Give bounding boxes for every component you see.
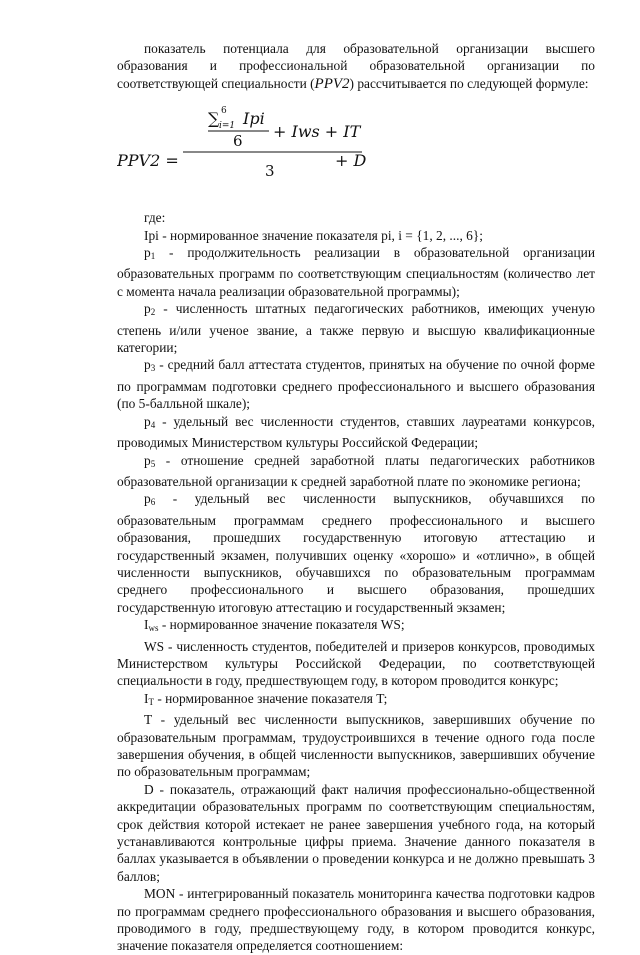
definition-item — [117, 356, 595, 412]
definition-key-subscript: 3 — [150, 363, 156, 374]
definition-item — [117, 638, 595, 690]
definition-text: - численность штатных педагогических работников, имеющих ученую степень и/или ученое звание, а также первую и высшую квалификационные категории; — [117, 301, 595, 356]
definition-text: - нормированное значение показателя T; — [153, 690, 388, 706]
formula-sum: ∑ — [208, 109, 220, 129]
definition-key: MON — [144, 886, 176, 902]
definition-text: - удельный вес численности выпускников, завершивших обучение по образовательным программам, трудоустроившихся в течение одного года после завершения обучения, в общей численности выпускников, завершивших обучение по образовательным программам; — [117, 712, 595, 780]
definition-key: p — [144, 245, 151, 261]
definition-text: - средний балл аттестата студентов, принятых на обучение по очной форме по программам подготовки среднего профессионального и высшего образования (по 5-балльной шкале); — [117, 357, 595, 412]
definition-key-subscript: ws — [148, 623, 159, 634]
definition-key: WS — [144, 638, 165, 654]
definition-text: - интегрированный показатель мониторинга качества подготовки кадров по программам среднего профессионального образования и высшего образования, проводимого в году, предшествующему году, в котором проводится конкурс, значение показателя определяется соотношением: — [117, 886, 595, 954]
definition-key: I — [144, 617, 149, 633]
formula-sum-top: 6 — [221, 106, 227, 117]
definition-item — [117, 413, 595, 452]
definition-item — [117, 885, 595, 955]
formula-graphic — [117, 99, 377, 209]
formula-den6: 6 — [233, 132, 243, 151]
definition-key-subscript: 1 — [150, 251, 156, 262]
definition-item — [117, 300, 595, 356]
definition-text: - удельный вес численности выпускников, обучавшихся по образовательным программам среднего профессионального и высшего образования, прошедших государственную итоговую аттестацию и государственный экзамен, получивших оценку «хорошо» и «отлично», в общей численности выпускников, обучавшихся по образовательным программам среднего профессионального и высшего образования, прошедших государственную итоговую аттестацию и государственный экзамен; — [117, 491, 595, 615]
definition-item — [117, 781, 595, 885]
definition-key: p — [144, 357, 151, 373]
definition-item — [117, 452, 595, 491]
definition-text: - удельный вес численности студентов, ставших лауреатами конкурсов, проводимых Министерством культуры Российской Федерации; — [117, 413, 595, 451]
definition-key: T — [144, 712, 152, 728]
definition-text: - продолжительность реализации в образовательной организации образовательных программ по соответствующим специальностям (количество лет с момента начала реализации образовательной программы); — [117, 245, 595, 299]
definition-item — [117, 690, 595, 711]
definition-text: - нормированное значение показателя pi, i = {1, 2, ..., 6}; — [158, 227, 483, 243]
document-page — [117, 40, 595, 955]
definition-key: Ipi — [144, 227, 159, 243]
definition-key: p — [144, 413, 151, 429]
definition-key-subscript: 4 — [150, 419, 156, 430]
definition-item — [117, 227, 595, 244]
ppv2-formula — [117, 93, 595, 209]
definition-key-subscript: 2 — [150, 307, 156, 318]
definition-key: p — [144, 452, 151, 468]
formula-plus-d: + D — [335, 151, 367, 171]
definition-text: - численность студентов, победителей и призеров конкурсов, проводимых Министерством культуры Российской Федерации, по соответствующей специальности в году, предшествующем году, в котором проводится конкурс; — [117, 638, 595, 689]
formula-lws-lt: + Iws + IT — [273, 122, 361, 142]
intro-text-after: ) рассчитывается по следующей формуле: — [349, 75, 589, 91]
definition-key-subscript: 6 — [150, 497, 156, 508]
definition-key-subscript: T — [148, 696, 154, 707]
ppv2-symbol: PPV2 — [314, 75, 350, 92]
definition-text: - показатель, отражающий факт наличия профессионально-общественной аккредитации образовательных программ по соответствующим специальностям, срок действия которой истекает не ранее завершения учебного года, на который устанавливаются контрольные цифры приема. Значение данного показателя в баллах указывается в объявлении о проведении конкурса и не должно превышать 3 баллов; — [117, 781, 595, 884]
definition-key: p — [144, 301, 151, 317]
where-label: где: — [144, 210, 166, 226]
intro-text-before: показатель потенциала для образовательной организации высшего образования и профессиональной образовательной организации по соответствующей специальности ( — [117, 41, 595, 91]
formula-ipi: Ipi — [243, 109, 265, 129]
formula-den3: 3 — [265, 162, 275, 181]
definition-text: - отношение средней заработной платы педагогических работников образовательной организации к средней заработной плате по экономике региона; — [117, 452, 595, 489]
formula-sum-low: i=1 — [219, 121, 236, 132]
definition-item — [117, 616, 595, 637]
definition-item — [117, 490, 595, 616]
definition-text: - нормированное значение показателя WS; — [158, 617, 405, 633]
intro-paragraph — [117, 40, 595, 93]
definition-key: I — [144, 690, 149, 706]
definition-item — [117, 711, 595, 781]
formula-lhs: PPV2 = — [117, 151, 179, 171]
definition-key: p — [144, 491, 151, 507]
definition-key: D — [144, 781, 154, 797]
definition-item — [117, 244, 595, 300]
definition-key-subscript: 5 — [150, 458, 156, 469]
definitions-list — [117, 227, 595, 955]
